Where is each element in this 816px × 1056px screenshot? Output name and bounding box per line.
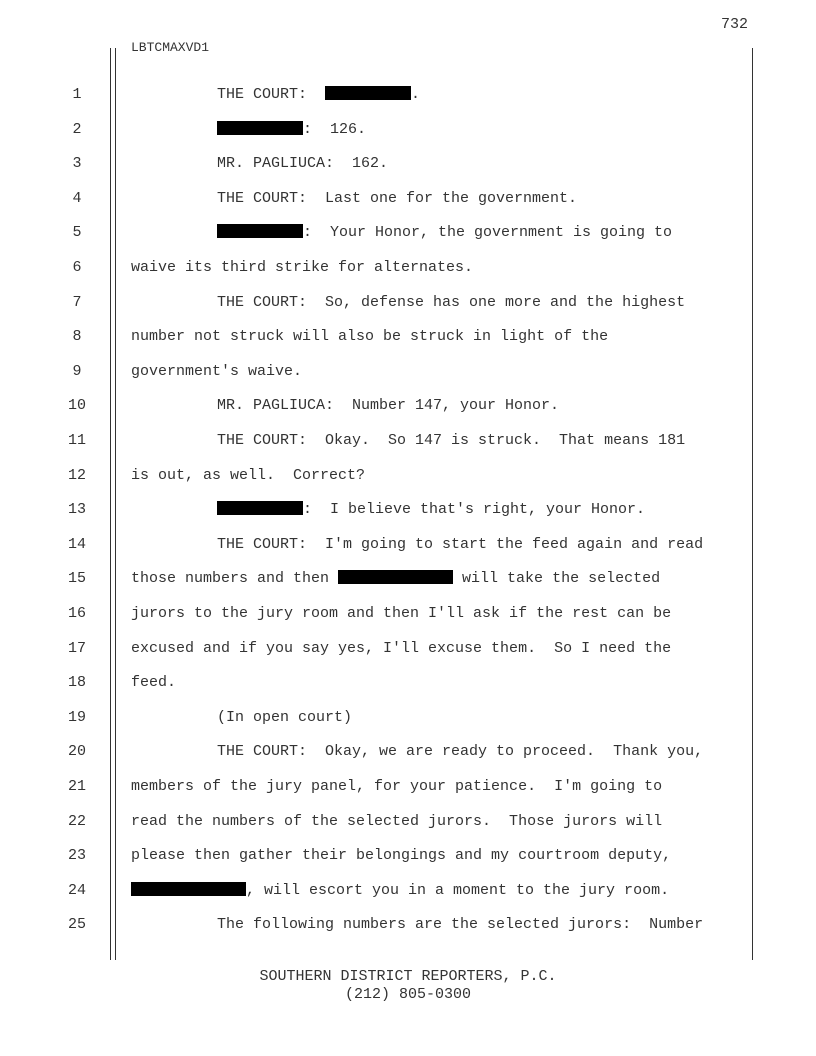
redaction-box [217, 121, 303, 135]
transcript-line [131, 223, 816, 243]
redaction-box [131, 882, 246, 896]
line-number: 8 [72, 328, 82, 345]
redaction-box [217, 501, 303, 515]
transcript-line [131, 673, 746, 693]
line-text-segment: THE COURT: Okay. So 147 is struck. That means 181 [217, 432, 686, 449]
line-text-segment: . [411, 86, 421, 103]
line-number: 25 [67, 916, 86, 933]
line-text-segment: THE COURT: Last one for the government. [217, 190, 578, 207]
line-number: 5 [72, 224, 82, 241]
line-text-segment: jurors to the jury room and then I'll ask if the rest can be [131, 605, 672, 622]
line-text-segment: read the numbers of the selected jurors. Those jurors will [131, 813, 663, 830]
transcript-line [131, 258, 746, 278]
transcript-line [131, 535, 816, 555]
line-text-segment: THE COURT: Okay, we are ready to proceed. Thank you, [217, 743, 704, 760]
page-number: 732 [720, 16, 748, 33]
transcript-line [131, 742, 816, 762]
transcript-line [131, 569, 746, 589]
line-number: 10 [67, 397, 86, 414]
line-number: 16 [67, 605, 86, 622]
line-number: 2 [72, 121, 82, 138]
redaction-box [325, 86, 411, 100]
line-number: 20 [67, 743, 86, 760]
left-margin-rule-outer [110, 48, 111, 960]
line-number: 21 [67, 778, 86, 795]
transcript-line [131, 812, 746, 832]
line-text-segment: those numbers and then [131, 570, 339, 587]
line-text-segment: : Your Honor, the government is going to [303, 224, 673, 241]
transcript-line [131, 154, 816, 174]
transcript-line [131, 915, 816, 935]
line-text-segment: THE COURT: [217, 86, 326, 103]
line-text-segment: : 126. [303, 121, 367, 138]
transcript-line [131, 708, 816, 728]
case-code: LBTCMAXVD1 [131, 40, 210, 55]
line-text-segment: members of the jury panel, for your patience. I'm going to [131, 778, 663, 795]
line-text-segment: number not struck will also be struck in light of the [131, 328, 609, 345]
transcript-line [131, 846, 746, 866]
line-text-segment: (In open court) [217, 709, 353, 726]
line-text-segment: THE COURT: So, defense has one more and the highest [217, 294, 686, 311]
line-text-segment: : I believe that's right, your Honor. [303, 501, 646, 518]
footer-reporter-name: SOUTHERN DISTRICT REPORTERS, P.C. [259, 968, 557, 985]
line-number: 17 [67, 640, 86, 657]
line-text-segment: excused and if you say yes, I'll excuse them. So I need the [131, 640, 672, 657]
line-number: 22 [67, 813, 86, 830]
line-number: 14 [67, 536, 86, 553]
line-number: 1 [72, 86, 82, 103]
transcript-line [131, 396, 816, 416]
line-text-segment: , will escort you in a moment to the jury room. [246, 882, 670, 899]
transcript-line [131, 293, 816, 313]
line-number: 3 [72, 155, 82, 172]
line-number: 12 [67, 467, 86, 484]
line-text-segment: government's waive. [131, 363, 303, 380]
line-number: 6 [72, 259, 82, 276]
footer-phone: (212) 805-0300 [344, 986, 472, 1003]
transcript-line [131, 777, 746, 797]
line-text-segment: The following numbers are the selected jurors: Number [217, 916, 704, 933]
redaction-box [338, 570, 453, 584]
line-number: 15 [67, 570, 86, 587]
redaction-box [217, 224, 303, 238]
transcript-line [131, 500, 816, 520]
line-text-segment: feed. [131, 674, 177, 691]
line-text-segment: MR. PAGLIUCA: 162. [217, 155, 389, 172]
line-number: 4 [72, 190, 82, 207]
line-number: 24 [67, 882, 86, 899]
line-number: 7 [72, 294, 82, 311]
line-text-segment: THE COURT: I'm going to start the feed again and read [217, 536, 704, 553]
line-number: 19 [67, 709, 86, 726]
transcript-line [131, 120, 816, 140]
line-number: 11 [67, 432, 86, 449]
transcript-line [131, 604, 746, 624]
line-number: 13 [67, 501, 86, 518]
line-number: 23 [67, 847, 86, 864]
line-text-segment: is out, as well. Correct? [131, 467, 366, 484]
transcript-line [131, 362, 746, 382]
line-text-segment: will take the selected [453, 570, 661, 587]
line-number: 9 [72, 363, 82, 380]
transcript-line [131, 85, 816, 105]
left-margin-rule-inner [115, 48, 116, 960]
line-number: 18 [67, 674, 86, 691]
transcript-line [131, 189, 816, 209]
transcript-line [131, 327, 746, 347]
transcript-line [131, 881, 746, 901]
line-text-segment: waive its third strike for alternates. [131, 259, 474, 276]
transcript-line [131, 639, 746, 659]
transcript-line [131, 431, 816, 451]
line-text-segment: please then gather their belongings and my courtroom deputy, [131, 847, 672, 864]
line-text-segment: MR. PAGLIUCA: Number 147, your Honor. [217, 397, 560, 414]
transcript-line [131, 466, 746, 486]
